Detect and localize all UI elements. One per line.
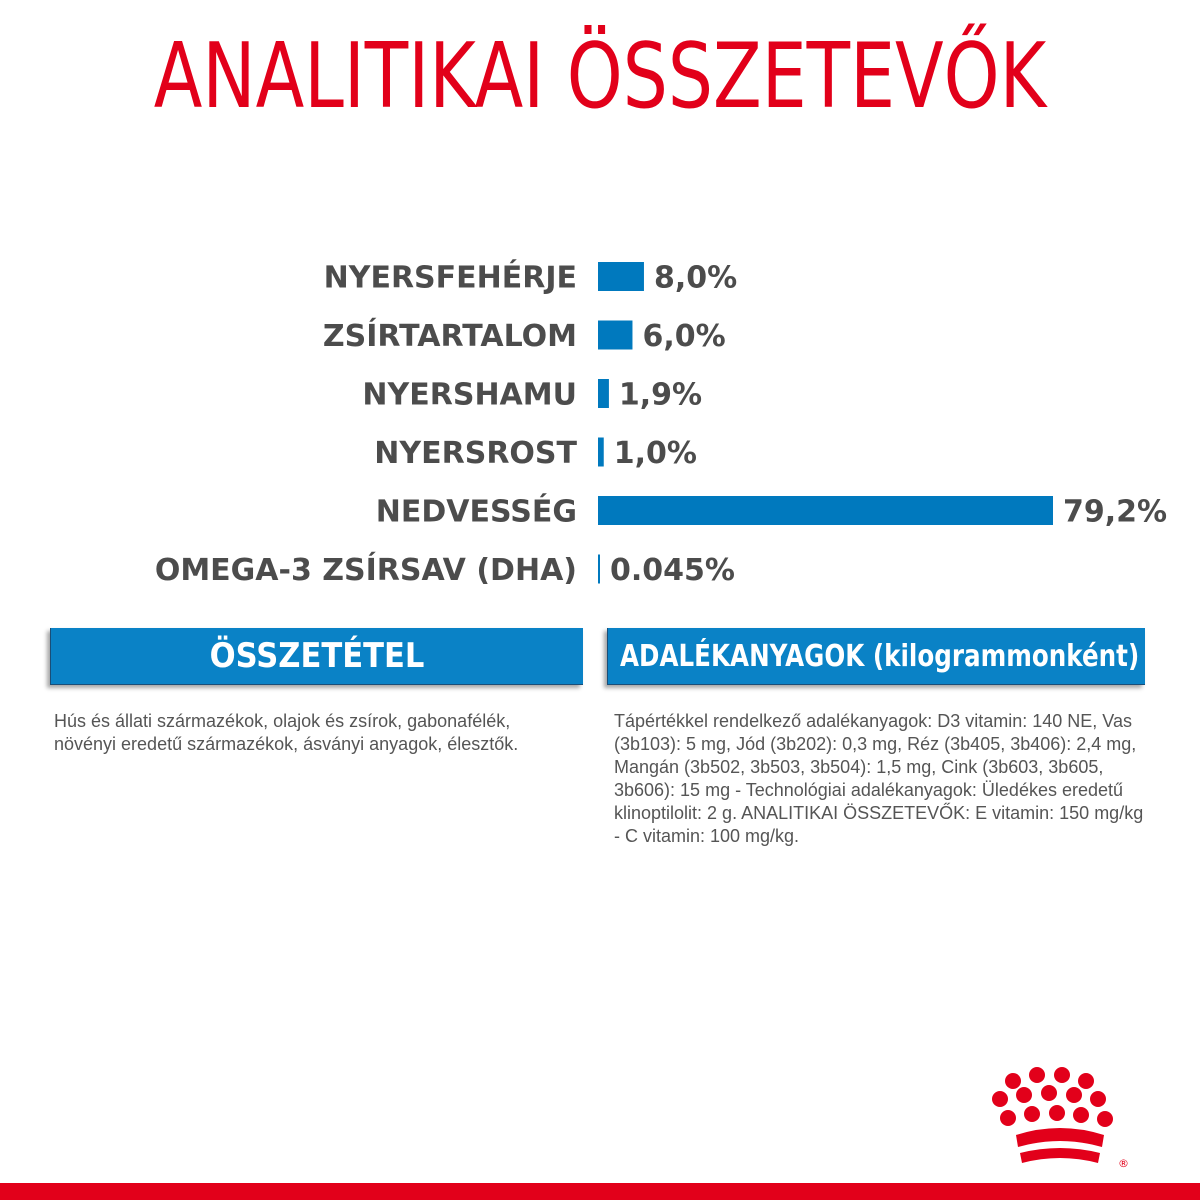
bar-zsirtartalom xyxy=(598,321,632,350)
additives-text: Tápértékkel rendelkező adalékanyagok: D3 vitamin: 140 NE, Vas (3b103): 5 mg, Jód (3b202): 0,3 mg, Réz (3b405, 3b406): 2,4 mg, Mangán (3b502, 3b503, 3b504): 1,5 mg, Cink (3b603, 3b605, 3b606): 15 mg - Technológiai adalékanyagok: Üledékes eredetű klinoptilolit: 2 g. ANALITIKAI ÖSSZETEVŐK: E vitamin: 150 mg/kg - C vitamin: 100 mg/kg. xyxy=(614,711,1144,846)
composition-text: Hús és állati származékok, olajok és zsírok, gabonafélék, növényi eredetű származékok, ásványi anyagok, élesztők. xyxy=(54,711,519,754)
page-title: ANALITIKAI ÖSSZETEVŐK xyxy=(153,24,1047,129)
category-label-omega-3-zsirsav-dha: OMEGA-3 ZSÍRSAV (DHA) xyxy=(154,553,577,588)
bar-nyersrost xyxy=(598,438,604,467)
value-label-nyershamu: 1,9% xyxy=(618,377,703,413)
value-label-nyersrost: 1,0% xyxy=(613,436,697,471)
value-label-zsirtartalom: 6,0% xyxy=(642,319,726,354)
value-label-nyersfeherje: 8,0% xyxy=(653,260,738,296)
category-label-zsirtartalom: ZSÍRTARTALOM xyxy=(322,319,577,354)
bottom-strip xyxy=(0,1183,1200,1200)
composition-heading: ÖSSZETÉTEL xyxy=(209,636,425,676)
additives-heading: ADALÉKANYAGOK (kilogrammonként) xyxy=(620,639,1140,674)
additives-heading-band xyxy=(607,628,1145,685)
composition-heading-band xyxy=(50,628,583,685)
value-label-omega-3-zsirsav-dha: 0.045% xyxy=(610,553,735,588)
category-label-nedvesseg: NEDVESSÉG xyxy=(375,494,577,530)
bar-nyershamu xyxy=(598,379,609,408)
category-label-nyersfeherje: NYERSFEHÉRJE xyxy=(323,260,577,296)
registered-mark: ® xyxy=(1118,1157,1129,1170)
bar-nyersfeherje xyxy=(598,262,644,291)
value-label-nedvesseg: 79,2% xyxy=(1063,494,1168,530)
category-label-nyersrost: NYERSROST xyxy=(374,436,577,471)
bar-nedvesseg xyxy=(598,496,1053,525)
crown-icon xyxy=(980,1055,1140,1175)
bar-omega-3-zsirsav-dha xyxy=(598,555,600,584)
category-label-nyershamu: NYERSHAMU xyxy=(362,377,577,413)
